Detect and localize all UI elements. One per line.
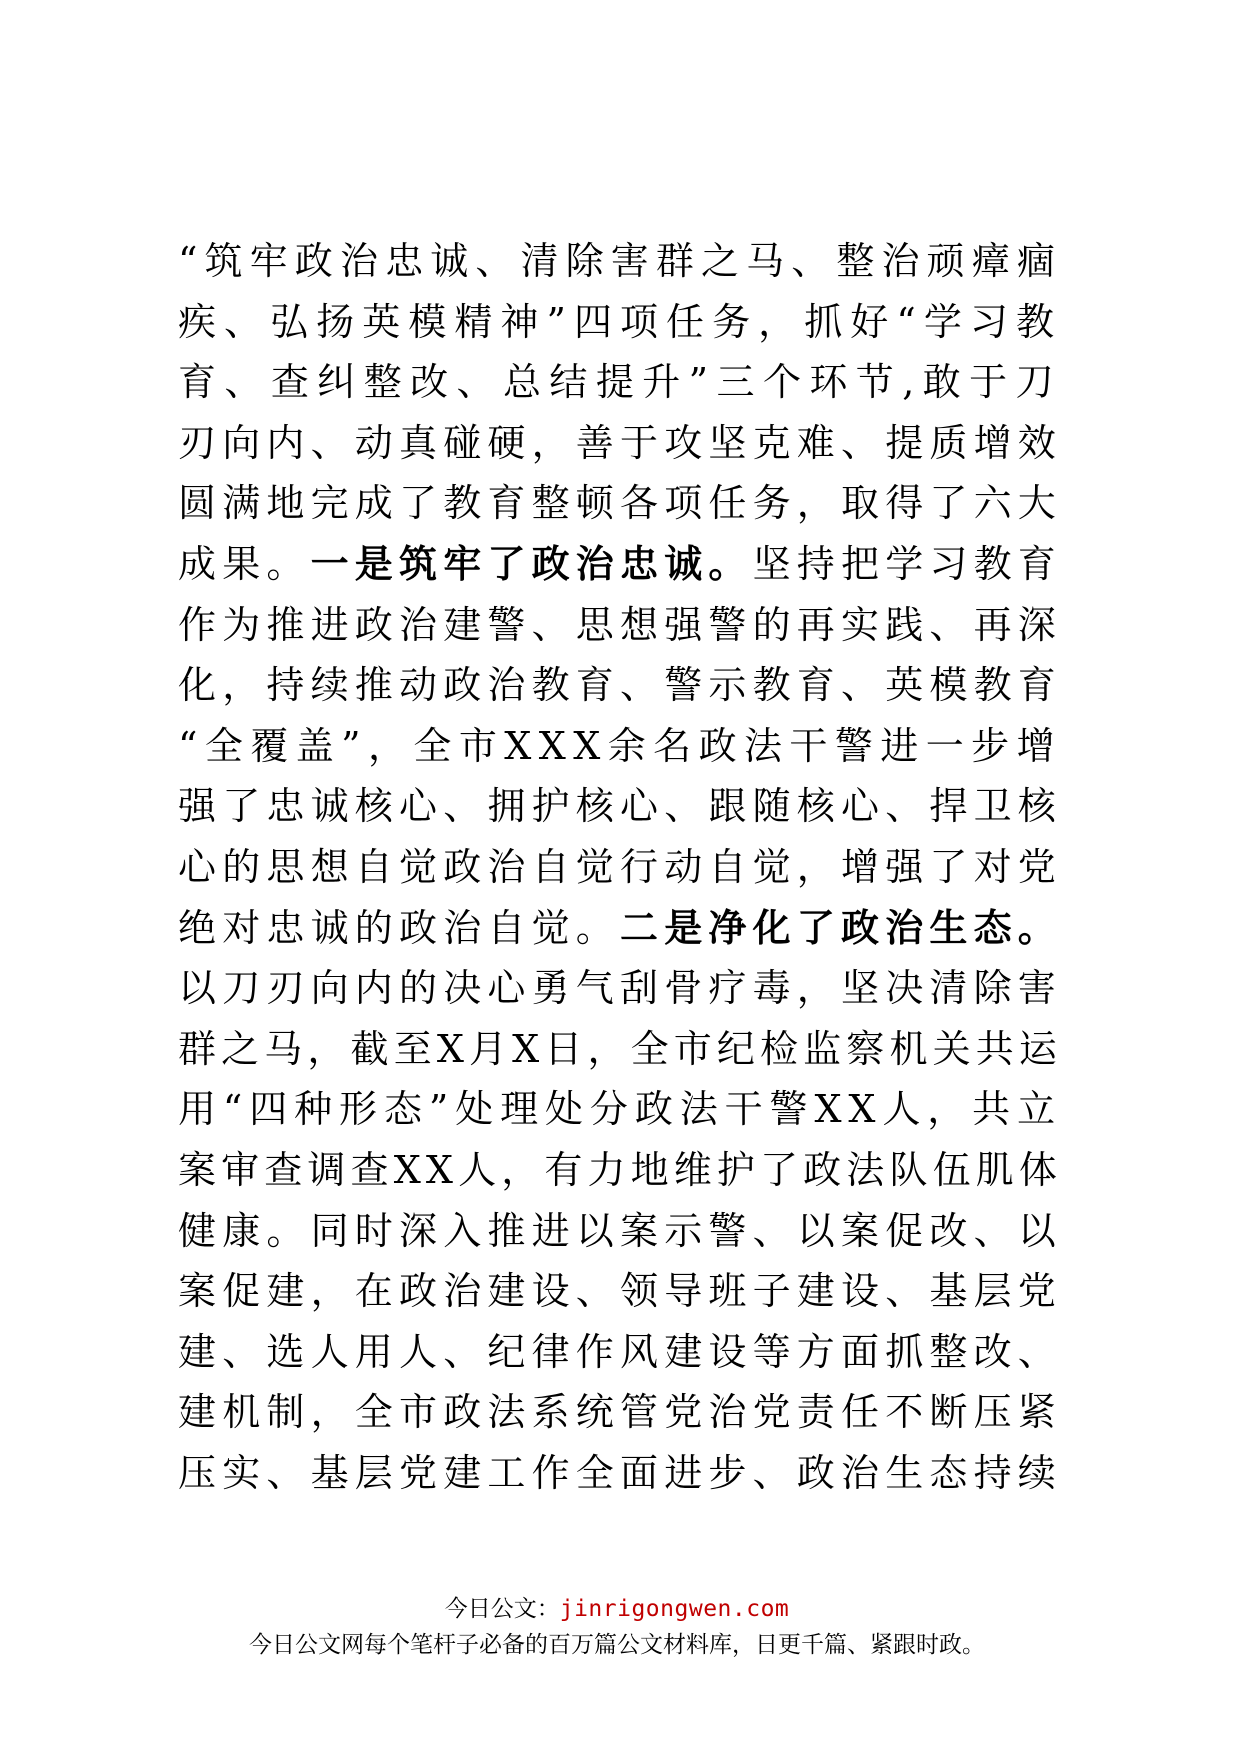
text-line: [178, 473, 1062, 534]
text-line: [178, 292, 1062, 353]
text-line: [178, 776, 1062, 837]
text-segment: 以刀刃向内的决心勇气刮骨疗毒，坚决清除害: [178, 966, 1062, 1011]
text-line: [178, 1443, 1062, 1504]
text-segment: 案促建，在政治建设、领导班子建设、基层党: [178, 1269, 1062, 1314]
footer-source: [0, 1595, 1234, 1623]
text-line: [178, 595, 1062, 656]
body-paragraph: [178, 231, 1062, 1503]
text-line: [178, 1019, 1062, 1080]
footer-slogan: 今日公文网每个笔杆子必备的百万篇公文材料库，日更千篇、紧跟时政。: [249, 1632, 985, 1658]
text-line: [178, 352, 1062, 413]
text-line: [178, 1382, 1062, 1443]
text-segment: 建机制，全市政法系统管党治党责任不断压紧: [178, 1390, 1062, 1435]
text-line: [178, 534, 1062, 595]
footer-source-label: 今日公文：: [444, 1596, 560, 1622]
text-segment: 群之马，截至X月X日，全市纪检监察机关共运: [178, 1026, 1062, 1071]
text-segment: 刃向内、动真碰硬，善于攻坚克难、提质增效: [178, 420, 1062, 465]
text-segment: “筑牢政治忠诚、清除害群之马、整治顽瘴痼: [178, 239, 1062, 283]
text-segment: 心的思想自觉政治自觉行动自觉，增强了对党: [178, 844, 1062, 889]
text-segment: 化，持续推动政治教育、警示教育、英模教育: [178, 663, 1062, 708]
footer-url-link[interactable]: jinrigongwen.com: [559, 1596, 790, 1622]
text-segment: 圆满地完成了教育整顿各项任务，取得了六大: [178, 481, 1062, 526]
text-segment: 绝对忠诚的政治自觉。: [178, 905, 620, 950]
text-segment: “全覆盖”，全市XXX余名政法干警进一步增: [178, 723, 1062, 768]
text-segment: 压实、基层党建工作全面进步、政治生态持续: [178, 1450, 1062, 1495]
text-line: [178, 716, 1062, 777]
text-segment: 强了忠诚核心、拥护核心、跟随核心、捍卫核: [178, 784, 1062, 829]
text-line: [178, 1140, 1062, 1201]
text-line: [178, 1261, 1062, 1322]
text-line: [178, 231, 1062, 292]
text-segment: 案审查调查XX人，有力地维护了政法队伍肌体: [178, 1147, 1062, 1192]
text-line: [178, 655, 1062, 716]
bold-heading-phrase: 二是净化了政治生态。: [620, 904, 1062, 950]
text-segment: 疾、弘扬英模精神”四项任务，抓好“学习教: [178, 299, 1062, 344]
text-segment: 作为推进政治建警、思想强警的再实践、再深: [178, 602, 1062, 647]
text-segment: 坚持把学习教育: [752, 541, 1063, 586]
bold-heading-phrase: 一是筑牢了政治忠诚。: [310, 540, 753, 586]
text-line: [178, 898, 1062, 959]
text-line: [178, 1201, 1062, 1262]
text-line: [178, 413, 1062, 474]
text-segment: 成果。: [178, 541, 311, 586]
text-line: [178, 1322, 1062, 1383]
text-segment: 用“四种形态”处理处分政法干警XX人，共立: [178, 1087, 1062, 1132]
text-line: [178, 837, 1062, 898]
text-segment: 建、选人用人、纪律作风建设等方面抓整改、: [178, 1329, 1062, 1374]
text-line: [178, 958, 1062, 1019]
text-segment: 健康。同时深入推进以案示警、以案促改、以: [178, 1208, 1062, 1253]
text-segment: 育、查纠整改、总结提升”三个环节,敢于刀: [178, 360, 1062, 405]
text-line: [178, 1079, 1062, 1140]
